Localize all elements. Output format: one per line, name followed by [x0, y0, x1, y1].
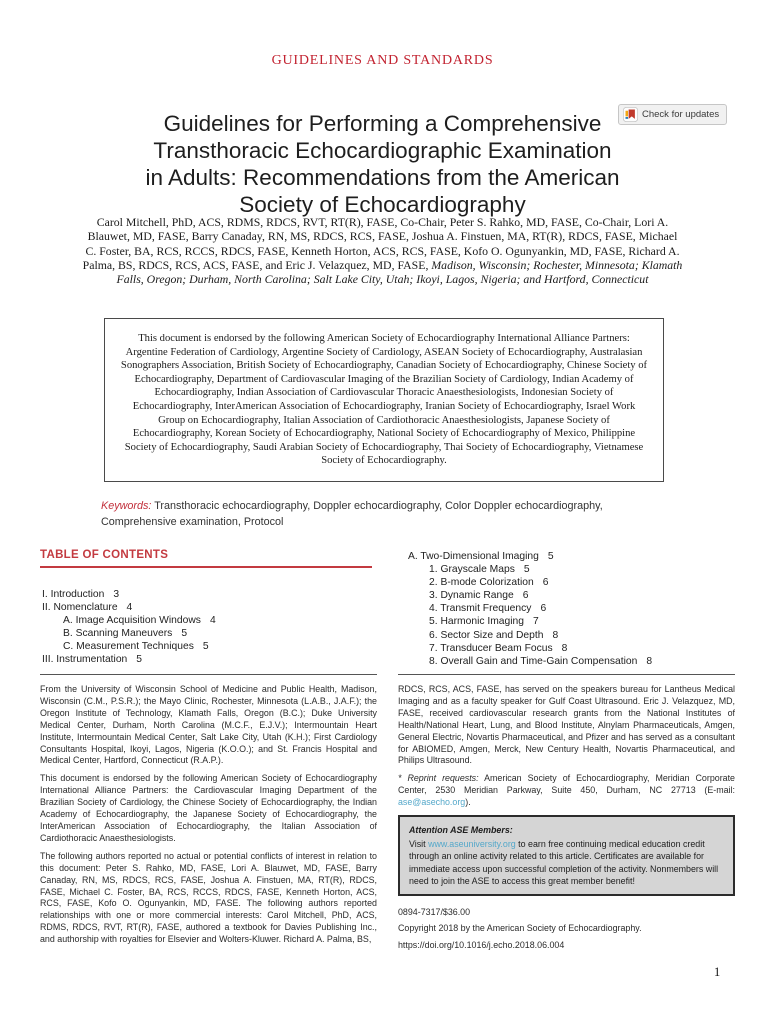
toc-item-page: 6: [540, 603, 547, 615]
toc-item-page: 4: [209, 615, 216, 627]
toc-item: [42, 601, 372, 614]
reprint-requests-close: ).: [465, 797, 471, 808]
attention-heading: Attention ASE Members:: [409, 825, 513, 836]
toc-item: [408, 576, 738, 589]
toc-item-page: 6: [522, 590, 529, 602]
article-title-line: Transthoracic Echocardiographic Examination: [153, 138, 612, 164]
toc-item-label: 3. Dynamic Range: [429, 590, 514, 602]
toc-item-label: 4. Transmit Frequency: [429, 603, 532, 615]
attention-ase-members-box: [398, 815, 735, 896]
toc-item: [42, 640, 372, 653]
toc-item-label: I. Introduction: [42, 589, 105, 600]
author-names: Carol Mitchell, PhD, ACS, RDMS, RDCS, RVT, RT(R), FASE, Co-Chair, Peter S. Rahko, MD, FASE, Co-Chair, Lori A. Blauwet, MD, FASE, Barry Canaday, RN, MS, RDCS, RCS, FASE, Joshua A. Finstuen, MA, RT(R), RDCS, FASE, Michael C. Foster, BA, RCS, RCCS, RDCS, FASE, Kenneth Horton, ACS, RCS, FASE, Kofo O. Ogunyankin, MD, FASE, Richard A. Palma, BS, RDCS, RCS, ACS, FASE, and Eric J. Velazquez, MD, FASE,: [82, 215, 680, 272]
author-locations: Madison, Wisconsin; Rochester, Minnesota; Klamath Falls, Oregon; Durham, North Carolina; Salt Lake City, Utah; Ikoyi, Lagos, Nigeria; and Hartford, Connecticut: [116, 257, 683, 287]
toc-item: [408, 602, 738, 615]
footnotes: [40, 674, 735, 956]
toc-item-label: 5. Harmonic Imaging: [429, 616, 524, 628]
endorsement-paragraph: This document is endorsed by the following American Society of Echocardiography International Alliance Partners: the Cardiovascular Imaging Department of the Brazilian Society of Cardiology, the Chinese Society of Echocardiography, the Indian Academy of Echocardiography, the Japanese Society of Echocardiography, the InterAmerican Association of Echocardiography, the Italian Association of Cardiothoracic Anaesthesiologists.: [40, 773, 377, 843]
keywords-label: Keywords:: [101, 500, 152, 512]
toc-item-page: 8: [552, 629, 559, 641]
article-title-line: in Adults: Recommendations from the American: [145, 165, 620, 191]
toc-item: [408, 629, 738, 642]
toc-item-page: 7: [533, 616, 539, 628]
crossmark-icon: [623, 107, 638, 122]
toc-item-label: 7. Transducer Beam Focus: [429, 642, 553, 654]
keywords: [101, 499, 667, 530]
attention-body-pre: Visit: [409, 839, 429, 850]
footnote-column-left: [40, 674, 377, 956]
aseuniversity-link[interactable]: www.aseuniversity.org: [428, 839, 516, 850]
toc-item-label: A. Image Acquisition Windows: [63, 615, 201, 627]
page-number: 1: [714, 965, 721, 979]
toc-item-page: 5: [136, 654, 143, 666]
toc-heading: TABLE OF CONTENTS: [40, 549, 372, 568]
check-for-updates-label: Check for updates: [642, 109, 720, 120]
check-for-updates-button[interactable]: [618, 104, 727, 125]
toc-item-page: 8: [646, 655, 653, 667]
toc-item: [42, 614, 372, 627]
toc-item-label: 6. Sector Size and Depth: [429, 629, 544, 641]
toc-list-left: [42, 588, 372, 667]
toc-item-page: 8: [561, 642, 568, 654]
conflicts-paragraph: The following authors reported no actual or potential conflicts of interest in relation to this document: Peter S. Rahko, MD, FASE, Lori A. Blauwet, MD, FASE, Barry Canaday, RN, MS, RDCS, RCS, FASE, Joshua A. Finstuen, MA, RT(R), RDCS, FASE, Michael C. Foster, BA, RCS, RCCS, RDCS, FASE, Kenneth Horton, ACS, RCS, FASE, Kofo O. Ogunyankin, MD, FASE. The following authors reported relationships with one or more commercial interests: Carol Mitchell, PhD, ACS, RDMS, RDCS, RVT, RT(R), FASE, authored a textbook for Davies Publishing Inc., and authorship with royalties for Elsevier and Wolters-Kluwer. Richard A. Palma, BS,: [40, 850, 377, 945]
copyright-line: Copyright 2018 by the American Society of Echocardiography.: [398, 923, 642, 934]
toc-item-page: 5: [202, 641, 209, 653]
reprint-requests-label: * Reprint requests:: [398, 773, 479, 784]
toc-item: [408, 615, 738, 628]
doi-link[interactable]: https://doi.org/10.1016/j.echo.2018.06.004: [398, 939, 565, 950]
author-block: [82, 215, 683, 286]
toc-item-label: 1. Grayscale Maps: [429, 564, 515, 576]
affiliations-paragraph: From the University of Wisconsin School of Medicine and Public Health, Madison, Wisconsin (C.M., P.S.R.); the Mayo Clinic, Rochester, Minnesota (L.A.B., J.A.F.); the Oregon Institute of Technology, Klamath Falls, Oregon (B.C.); Duke University Medical Center, Durham, North Carolina (M.C.F., E.J.V.); Intermountain Heart Institute, Intermountain Medical Center, Salt Lake City, Utah (K.H.); First Cardiology Consultants Hospital, Ikoyi, Lagos, Nigeria (K.O.O.); and St. Francis Hospital and Medical Center, Hartford, Connecticut (R.A.P.).: [40, 684, 377, 766]
article-category: GUIDELINES AND STANDARDS: [271, 53, 494, 68]
toc-item: [42, 653, 372, 666]
toc-item-label: II. Nomenclature: [42, 602, 118, 614]
footnote-column-right: [398, 674, 735, 956]
article-title: [103, 110, 663, 218]
toc-list-right: [408, 550, 738, 668]
article-title-line: Society of Echocardiography: [239, 192, 526, 218]
email-link[interactable]: ase@asecho.org: [398, 797, 466, 808]
endorsement-box: [104, 318, 664, 482]
reprint-requests-text: American Society of Echocardiography, Meridian Corporate Center, 2530 Meridian Parkway, Suite 450, Durham, NC 27713 (E-mail:: [398, 773, 735, 796]
article-title-line: Guidelines for Performing a Comprehensive: [163, 111, 602, 137]
toc-item: [408, 563, 738, 576]
toc-item: [408, 655, 738, 668]
endorsement-text: This document is endorsed by the following American Society of Echocardiography International Alliance Partners: Argentine Federation of Cardiology, Argentine Society of Cardiology, ASEAN Society of Echocardiography, Australasian Sonographers Association, British Society of Echocardiography, Canadian Society of Echocardiography, Chinese Society of Echocardiography, Department of Cardiovascular Imaging of the Brazilian Society of Cardiology, Indian Academy of Echocardiography, Indian Association of Cardiovascular Thoracic Anaesthesiologists, Indonesian Society of Echocardiography, InterAmerican Association of Echocardiography, Iranian Society of Echocardiography, Israel Work Group on Echocardiography, Italian Association of Cardiothoracic Anaesthesiologists, Japanese Society of Echocardiography, Korean Society of Echocardiography, National Society of Echocardiography of Mexico, Philippine Society of Echocardiography, Saudi Arabian Society of Echocardiography, Thai Society of Echocardiography, Vietnamese Society of Echocardiography.: [120, 333, 648, 467]
toc-item-page: 5: [181, 628, 188, 640]
toc-item-label: B. Scanning Maneuvers: [63, 628, 173, 640]
toc-item-page: 5: [523, 564, 530, 576]
toc-item-page: 3: [113, 589, 120, 600]
toc-item-page: 6: [542, 577, 549, 589]
toc-item-page: 4: [126, 602, 133, 614]
toc-item: [42, 588, 372, 601]
toc-item-label: C. Measurement Techniques: [63, 641, 194, 653]
toc-item: [42, 627, 372, 640]
attention-body-post: to earn free continuing medical education credit through an online activity related to this article. Certificates are available for immediate access upon successful completion of the activity. Nonmembers will need to join the ASE to access this great member benefit!: [409, 839, 719, 886]
issn-price-line: 0894-7317/$36.00: [398, 907, 471, 918]
toc-item-label: III. Instrumentation: [42, 654, 128, 666]
conflicts-continued-paragraph: RDCS, RCS, ACS, FASE, has served on the speakers bureau for Lantheus Medical Imaging and as a faculty speaker for Gulf Coast Ultrasound. Eric J. Velazquez, MD, FASE, received cardiovascular research grants from the National Institutes of Health/National Heart, Lung, and Blood Institute, Alnylam Pharmaceuticals, Amgen, General Electric, Novartis Pharmaceutical, and Pfizer and has served as a consultant for ABIOMED, Amgen, Merck, New Century Health, Novartis Pharmaceutical, and Philips Ultrasound.: [398, 684, 735, 766]
toc-item-label: 2. B-mode Colorization: [429, 577, 534, 589]
toc-item-page: 5: [547, 551, 554, 562]
toc-item: [408, 642, 738, 655]
toc-item: [408, 589, 738, 602]
keywords-text: Transthoracic echocardiography, Doppler echocardiography, Color Doppler echocardiography, Comprehensive examination, Protocol: [101, 500, 603, 528]
reprint-requests-paragraph: [398, 773, 735, 809]
toc-item: [408, 550, 738, 563]
toc-item-label: 8. Overall Gain and Time-Gain Compensation: [429, 655, 638, 667]
toc-item-label: A. Two-Dimensional Imaging: [408, 551, 539, 562]
